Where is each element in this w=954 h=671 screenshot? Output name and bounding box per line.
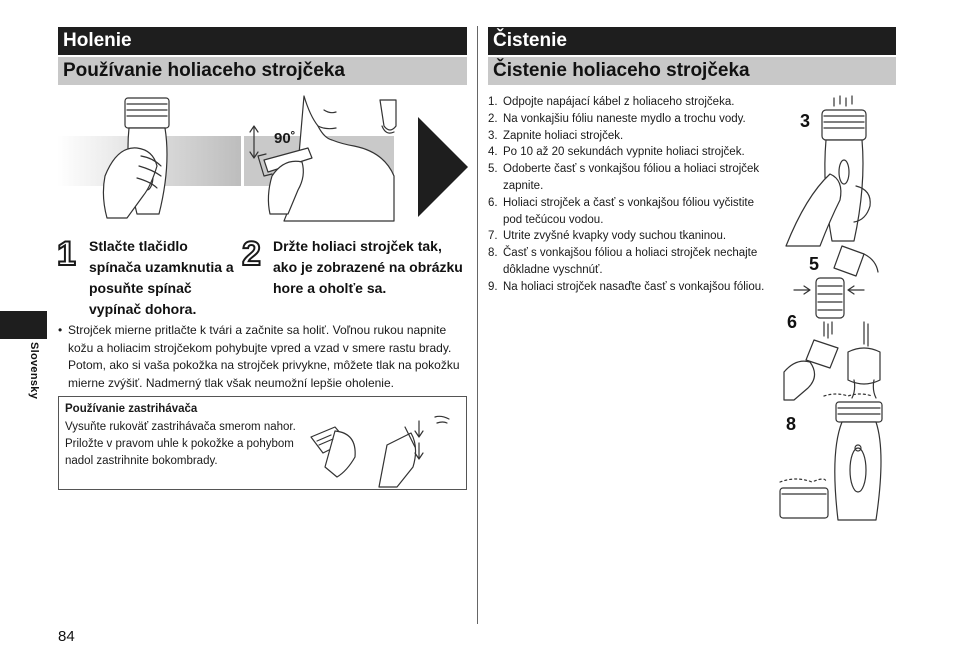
step-text-2: Držte holiaci strojček tak, ako je zobrazené na obrázku hore a oholťe sa. (273, 238, 463, 296)
list-item: 6. Holiaci strojček a časť s vonkajšou fóliou vyčistite pod tečúcou vodou. (488, 196, 755, 226)
list-item: 8. Časť s vonkajšou fóliou a holiaci strojček nechajte dôkladne vyschnúť. (488, 247, 758, 276)
list-item: 5. Odoberte časť s vonkajšou fóliou a holiaci strojček zapnite. (488, 163, 760, 192)
shaving-tip-text: Strojček mierne pritlačte k tvári a začnite sa holiť. Voľnou rukou napnite kožu a holiacim strojčekom pohybujte vpred a vzad v smere rastu brady. Potom, ako si vaša pokožka na strojček privykne, môžete tlak na pokožku mierne zvýšiť. Nadmerný tlak však neumožní lepšie oholenie. (68, 323, 460, 390)
step-number-2: 2 (242, 235, 261, 273)
illustration-cleaning-step6 (784, 322, 884, 402)
step-text-1: Stlačte tlačidlo spínača uzamknutia a posuňte spínač vypínač dohora. (89, 238, 234, 317)
list-item: 1. Odpojte napájací kábel z holiaceho strojčeka. (488, 96, 735, 108)
cleaning-steps-list (488, 94, 768, 296)
list-item: 7. Utrite zvyšné kvapky vody suchou tkaninou. (488, 230, 727, 243)
subsection-title-using-shaver: Používanie holiaceho strojčeka (58, 57, 467, 85)
column-divider (477, 26, 478, 624)
illustration-step2-face-shaving (244, 96, 394, 221)
illustration-cleaning-step3 (786, 96, 876, 251)
language-label: Slovensky (28, 342, 40, 400)
list-item: 2. Na vonkajšiu fóliu naneste mydlo a trochu vody. (488, 112, 746, 125)
list-item: 9. Na holiaci strojček nasaďte časť s vonkajšou fóliou. (488, 280, 765, 293)
trimmer-info-box (58, 396, 467, 490)
trimmer-box-text: Vysuňte rukoväť zastrihávača smerom nahor. Priložte v pravom uhle k pokožke a pohybom nadol zastrihnite bokombrady. (65, 421, 296, 467)
section-title-holenie: Holenie (58, 27, 467, 55)
figure-number-6: 6 (787, 312, 798, 332)
illustration-cleaning-step5 (794, 242, 884, 332)
step-number-1: 1 (57, 235, 76, 273)
illustration-step1-hand-shaver (57, 96, 247, 221)
illustration-cleaning-step8 (776, 392, 886, 522)
angle-label: 90˚ (274, 130, 296, 147)
arrow-right-icon (418, 117, 468, 217)
subsection-title-cleaning-shaver: Čistenie holiaceho strojčeka (488, 57, 896, 85)
figure-number-5: 5 (809, 254, 820, 274)
shaving-tip-paragraph (58, 322, 468, 392)
list-item: 3. Zapnite holiaci strojček. (488, 129, 624, 142)
figure-number-3: 3 (800, 111, 811, 131)
bullet-marker: • (58, 323, 63, 337)
figure-number-8: 8 (786, 414, 797, 434)
language-tab (0, 311, 47, 339)
section-title-cistenie: Čistenie (488, 27, 896, 55)
list-item: 4. Po 10 až 20 sekundách vypnite holiaci strojček. (488, 146, 745, 159)
illustration-trimmer (307, 407, 457, 487)
trimmer-box-title: Používanie zastrihávača (65, 403, 198, 415)
page-number: 84 (58, 628, 75, 645)
